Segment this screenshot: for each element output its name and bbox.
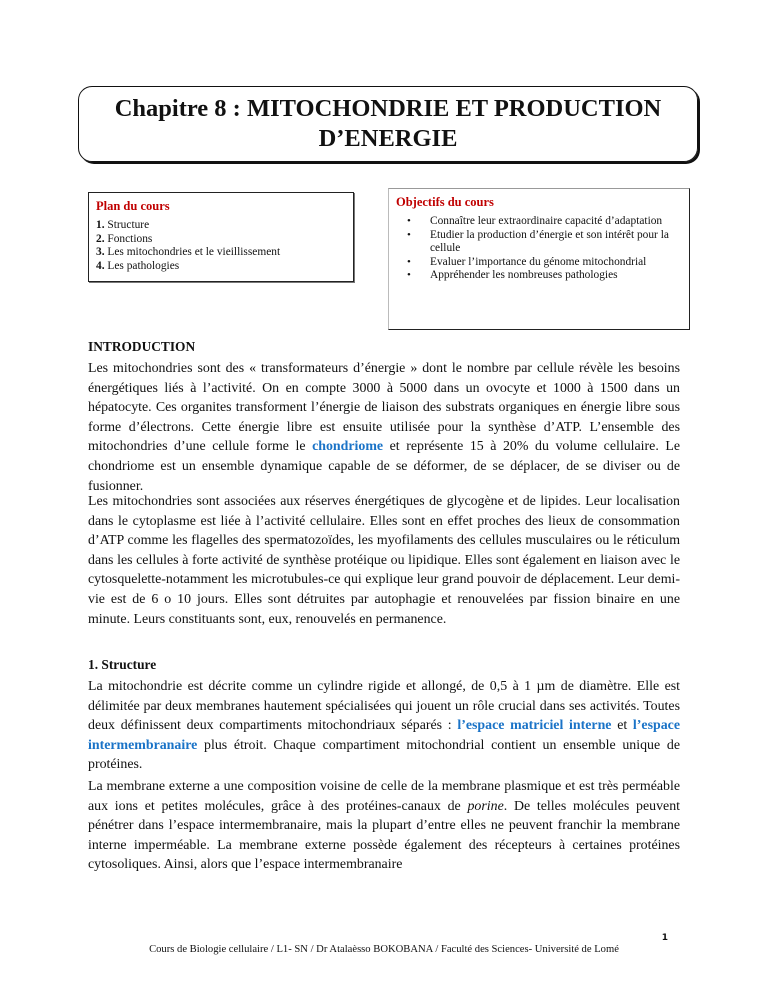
text-run: Les mitochondries sont des « transformateurs d’énergie » dont le nombre par cellule révèle les besoins énergétiques liés à l’activité. On en compte 3000 à 5000 dans un ovocyte et 1000 à 1500 dans un hépatocyte. Ces organites transforment l’énergie de liaison des substrats organiques en énergie libre sous forme d’électrons. Cette énergie libre est ensuite utilisée pour la synthèse d’ATP. L’ensemble des mitochondries d’une cellule forme le [88,361,680,455]
term-porine: porine [467,798,504,814]
structure-paragraph-2 [88,777,680,875]
structure-heading: 1. Structure [88,657,157,672]
plan-item-number: 2. [96,232,105,245]
course-plan-box [88,192,354,282]
plan-item-label: Les mitochondries et le vieillissement [104,246,281,259]
text-run: et [611,718,633,734]
term-matrix-space: l’espace matriciel interne [457,718,612,734]
plan-item-number: 1. [96,219,105,231]
objective-text: Evaluer l’importance du génome mitochondrial [430,255,647,268]
chapter-title-line1: Chapitre 8 : MITOCHONDRIE ET PRODUCTION [114,95,662,122]
course-plan-heading: Plan du cours [96,199,170,213]
objective-item [396,256,689,270]
objectives-list [396,215,689,283]
plan-item-label: Structure [104,219,150,231]
bullet-icon: • [407,215,411,227]
intro-paragraph-1 [88,359,680,496]
objective-text: Connaître leur extraordinaire capacité d’adaptation [430,215,663,227]
plan-item [96,219,353,233]
bullet-icon: • [407,228,411,241]
introduction-heading: INTRODUCTION [88,339,196,354]
intro-paragraph-2: Les mitochondries sont associées aux réserves énergétiques de glycogène et de lipides. Leur localisation dans le cytoplasme est liée à l’activité cellulaire. Elles sont en effet proches des lieux de consommation d’ATP comme les flagelles des spermatozoïdes, les myofilaments des cellules musculaires ou le réticulum dans les cellules à forte activité de synthèse protéique ou lipidique. Elles sont également en liaison avec le cytosquelette-notamment les microtubules-ce qui explique leur grand pouvoir de déplacement. Leur demi-vie est de 6 o 10 jours. Elles sont détruites par autophagie et renouvelées par fission binaire en une minute. Leurs constituants sont, eux, renouvelés en permanence. [88,494,680,627]
chapter-title-box [78,86,698,162]
text-run: La membrane externe a une composition voisine de celle de la membrane plasmique et est très perméable aux ions et petites molécules, grâce à des protéines-canaux de [88,779,680,814]
plan-item-label: Fonctions [104,232,153,245]
structure-paragraph-1 [88,677,680,775]
text-run: plus étroit. Chaque compartiment mitochondrial contient un ensemble unique de protéines. [88,737,680,773]
plan-item-label: Les pathologies [104,259,180,272]
objective-text: Etudier la production d’énergie et son intérêt pour la cellule [430,228,669,255]
plan-item [96,260,353,274]
plan-item [96,233,353,247]
term-chondriome: chondriome [312,439,384,455]
bullet-icon: • [407,269,411,282]
plan-item-number: 3. [96,246,105,259]
page-footer: Cours de Biologie cellulaire / L1- SN / Dr Atalaèsso BOKOBANA / Faculté des Sciences- Université de Lomé [149,944,619,955]
page-number: 1 [661,933,668,943]
objective-text: Appréhender les nombreuses pathologies [430,269,618,282]
term-intermembrane-space: l’espace intermembranaire [88,718,680,753]
course-objectives-heading: Objectifs du cours [396,195,494,209]
bullet-icon: • [407,255,411,268]
objective-item [396,229,689,256]
objective-item [396,215,689,229]
text-run: . De telles molécules peuvent pénétrer dans l’espace intermembranaire, mais la plupart d’entre elles ne peuvent franchir la membrane interne imperméable. La membrane externe possède également des récepteurs à certaines protéines cytosoliques. Ainsi, alors que l’espace intermembranaire [88,798,680,873]
chapter-title-line2: D’ENERGIE [318,125,458,152]
plan-item-number: 4. [96,259,105,272]
text-run: La mitochondrie est décrite comme un cylindre rigide et allongé, de 0,5 à 1 µm de diamètre. Elle est délimitée par deux membranes hautement spécialisées qui jouent un rôle crucial dans ses activités. Toutes deux définissent deux compartiments mitochondriaux séparés : [88,679,680,734]
plan-item [96,246,353,260]
course-objectives-box [388,188,690,330]
objective-item [396,269,689,283]
text-run: et représente 15 à 20% du volume cellulaire. Le chondriome est un ensemble dynamique capable de se déformer, de se déplacer, de se diviser ou de fusionner. [88,439,681,494]
